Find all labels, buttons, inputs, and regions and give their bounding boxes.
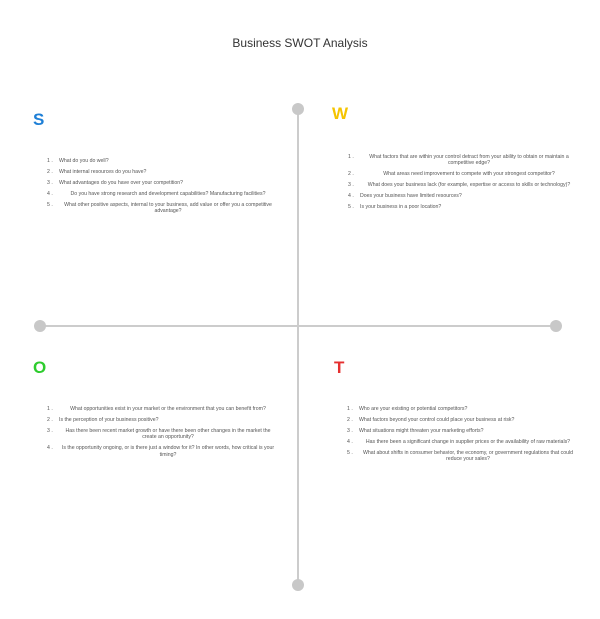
item-text: Has there been recent market growth or have there been other changes in the market the create an opportunity? (65, 428, 271, 441)
item-text: Who are your existing or potential competitors? (359, 406, 468, 412)
item-number: 2 . (347, 417, 353, 423)
item-text: What advantages do you have over your competition? (59, 180, 183, 186)
item-text: What other positive aspects, internal to your business, add value or offer you a competitive advantage? (64, 202, 272, 215)
weaknesses-list (348, 154, 578, 215)
item-text: Has there been a significant change in supplier prices or the availability of raw materials? (365, 439, 571, 445)
strengths-letter: S (33, 110, 45, 129)
list-item (47, 158, 277, 164)
item-number: 4 . (348, 193, 354, 200)
weaknesses-letter: W (332, 104, 349, 123)
threats-letter: T (334, 358, 345, 377)
item-number: 1 . (47, 158, 53, 164)
list-item (348, 182, 578, 188)
item-text: What factors that are within your control detract from your ability to obtain or maintain a competitive edge? (369, 154, 569, 167)
item-number: 3 . (47, 428, 53, 434)
item-number: 2 . (348, 171, 354, 178)
item-text: What about shifts in consumer behavior, the economy, or government regulations that could reduce your sales? (362, 450, 574, 463)
item-text: Does your business have limited resources? (360, 193, 462, 200)
opportunities-letter: O (33, 358, 47, 377)
item-number: 1 . (47, 406, 53, 412)
list-item (347, 439, 577, 445)
list-item (348, 171, 578, 177)
item-number: 2 . (47, 417, 53, 423)
axis-endpoint-left (34, 320, 46, 332)
item-text: Is the perception of your business positive? (59, 417, 159, 423)
axis-endpoint-top (292, 103, 304, 115)
list-item (47, 180, 277, 186)
list-item (47, 417, 277, 423)
item-number: 4 . (347, 439, 353, 445)
list-item (47, 445, 277, 458)
item-text: What does your business lack (for example, expertise or access to skills or technology)? (367, 182, 571, 189)
list-item (47, 406, 277, 412)
list-item (347, 450, 577, 463)
list-item (348, 204, 578, 210)
list-item (348, 193, 578, 199)
item-text: What opportunities exist in your market or the environment that you can benefit from? (70, 406, 266, 412)
list-item (347, 428, 577, 434)
horizontal-axis (40, 325, 556, 327)
item-number: 1 . (348, 154, 354, 160)
item-number: 3 . (47, 180, 53, 186)
item-number: 5 . (47, 202, 53, 208)
item-number: 5 . (347, 450, 353, 456)
strengths-list (47, 158, 277, 219)
item-text: What internal resources do you have? (59, 169, 147, 175)
list-item (47, 428, 277, 441)
item-text: What situations might threaten your marketing efforts? (359, 428, 484, 434)
diagram-title: Business SWOT Analysis (232, 36, 368, 50)
opportunities-list (47, 406, 277, 463)
item-number: 2 . (47, 169, 53, 175)
list-item (47, 169, 277, 175)
list-item (347, 406, 577, 412)
item-number: 3 . (347, 428, 353, 434)
axis-endpoint-bottom (292, 579, 304, 591)
item-text: Do you have strong research and development capabilities? Manufacturing facilities? (70, 191, 266, 197)
item-number: 3 . (348, 182, 354, 189)
item-number: 4 . (47, 445, 53, 452)
item-text: What areas need improvement to compete with your strongest competitor? (383, 171, 555, 178)
item-text: Is the opportunity ongoing, or is there just a window for it? In other words, how critical is your timing? (61, 445, 275, 458)
vertical-axis (297, 108, 299, 587)
item-text: Is your business in a poor location? (360, 204, 442, 211)
list-item (47, 202, 277, 215)
item-number: 5 . (348, 204, 354, 211)
item-number: 1 . (347, 406, 353, 412)
item-text: What do you do well? (59, 158, 109, 164)
axis-endpoint-right (550, 320, 562, 332)
threats-list (347, 406, 577, 467)
item-text: What factors beyond your control could place your business at risk? (359, 417, 515, 423)
item-number: 4 . (47, 191, 53, 197)
list-item (348, 154, 578, 167)
list-item (347, 417, 577, 423)
list-item (47, 191, 277, 197)
